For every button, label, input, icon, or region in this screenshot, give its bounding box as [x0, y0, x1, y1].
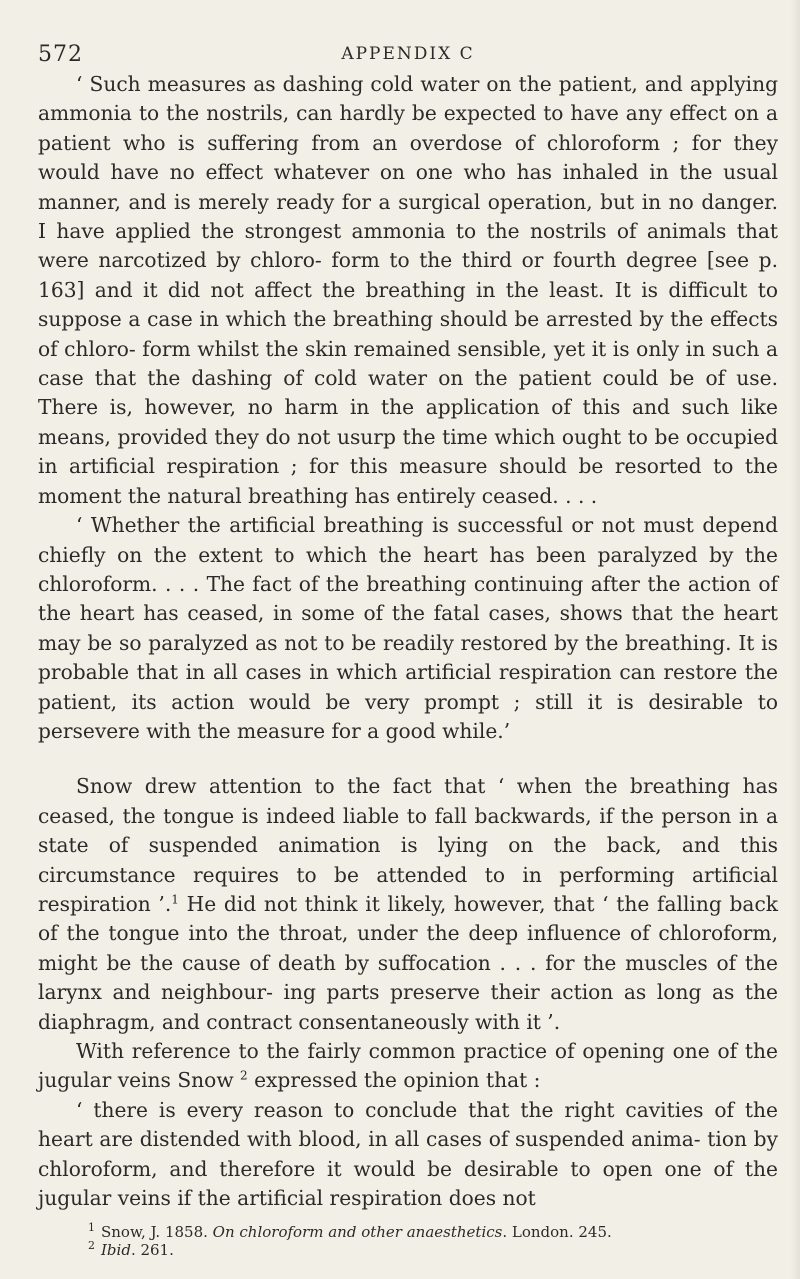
paragraph-3-text-b: He did not think it likely, however, that ‘ the falling back of the tongue into the throat, under the deep influence of chloroform, might be the cause of death by suffocation . . . for the muscles of the larynx and neighbour- ing parts preserve their action as long as the diaphragm, and contract consentaneously with it ’. — [38, 891, 779, 1034]
footnote-2-post: . 261. — [130, 1241, 174, 1260]
footnote-1-title: On chloroform and other anaesthetics — [212, 1223, 503, 1242]
paragraph-4-text-b: expressed the opinion that : — [247, 1068, 541, 1093]
running-head: APPENDIX C — [341, 44, 475, 64]
paragraph-3 — [38, 772, 778, 1037]
page-header — [38, 30, 778, 70]
book-page — [38, 30, 778, 1259]
paragraph-1: ‘ Such measures as dashing cold water on the patient, and applying ammonia to the nostrils, can hardly be expected to have any effect on a patient who is suffering from an overdose of chloroform ; for they would have no effect whatever on one who has inhaled in the usual manner, and is merely ready for a surgical operation, but in no danger. I have applied the strongest ammonia to the nostrils of animals that were narcotized by chloro- form to the third or fourth degree [see p. 163] and it did not affect the breathing in the least. It is difficult to suppose a case in which the breathing should be arrested by the effects of chloro- form whilst the skin remained sensible, yet it is only in such a case that the dashing of cold water on the patient could be of use. There is, however, no harm in the application of this and such like means, provided they do not usurp the time which ought to be occupied in artificial respiration ; for this measure should be resorted to the moment the natural breathing has entirely ceased. . . . — [38, 72, 778, 508]
page-edge-shadow — [790, 0, 800, 1279]
paragraph-5: ‘ there is every reason to conclude that the right cavities of the heart are distended with blood, in all cases of suspended anima- tion by chloroform, and therefore it would be desirable to open one of the jugular veins if the artificial respiration does not — [38, 1097, 778, 1211]
footnote-1 — [88, 1223, 778, 1241]
footnotes — [38, 1223, 778, 1259]
footnote-1-post: . London. 245. — [502, 1223, 612, 1242]
body-text — [38, 70, 778, 1213]
paragraph-3-text-a: Snow drew attention to the fact that ‘ when the breathing has ceased, the tongue is indeed liable to fall backwards, if the person in a state of suspended animation is lying on the back, and this circumstance requires to be attended to in performing artificial respiration ’. — [38, 774, 778, 916]
paragraph-2: ‘ Whether the artificial breathing is successful or not must depend chiefly on the extent to which the heart has been paralyzed by the chloroform. . . . The fact of the breathing continuing after the action of the heart has ceased, in some of the fatal cases, shows that the heart may be so paralyzed as not to be readily restored by the breathing. It is probable that in all cases in which artificial respiration can restore the patient, its action would be very prompt ; still it is desirable to persevere with the measure for a good while.’ — [38, 513, 778, 743]
paragraph-4-text-a: With reference to the fairly common practice of opening one of the jugular veins Snow — [38, 1039, 778, 1093]
footnote-ref-2: 2 — [240, 1068, 248, 1083]
footnote-2 — [88, 1241, 778, 1259]
footnote-ref-1: 1 — [171, 892, 179, 907]
paragraph-4 — [38, 1037, 778, 1096]
page-number: 572 — [38, 42, 83, 67]
footnote-1-pre: Snow, J. 1858. — [101, 1223, 213, 1242]
footnote-1-number: 1 — [88, 1221, 95, 1235]
footnote-2-number: 2 — [88, 1239, 95, 1253]
footnote-2-title: Ibid — [101, 1241, 131, 1260]
